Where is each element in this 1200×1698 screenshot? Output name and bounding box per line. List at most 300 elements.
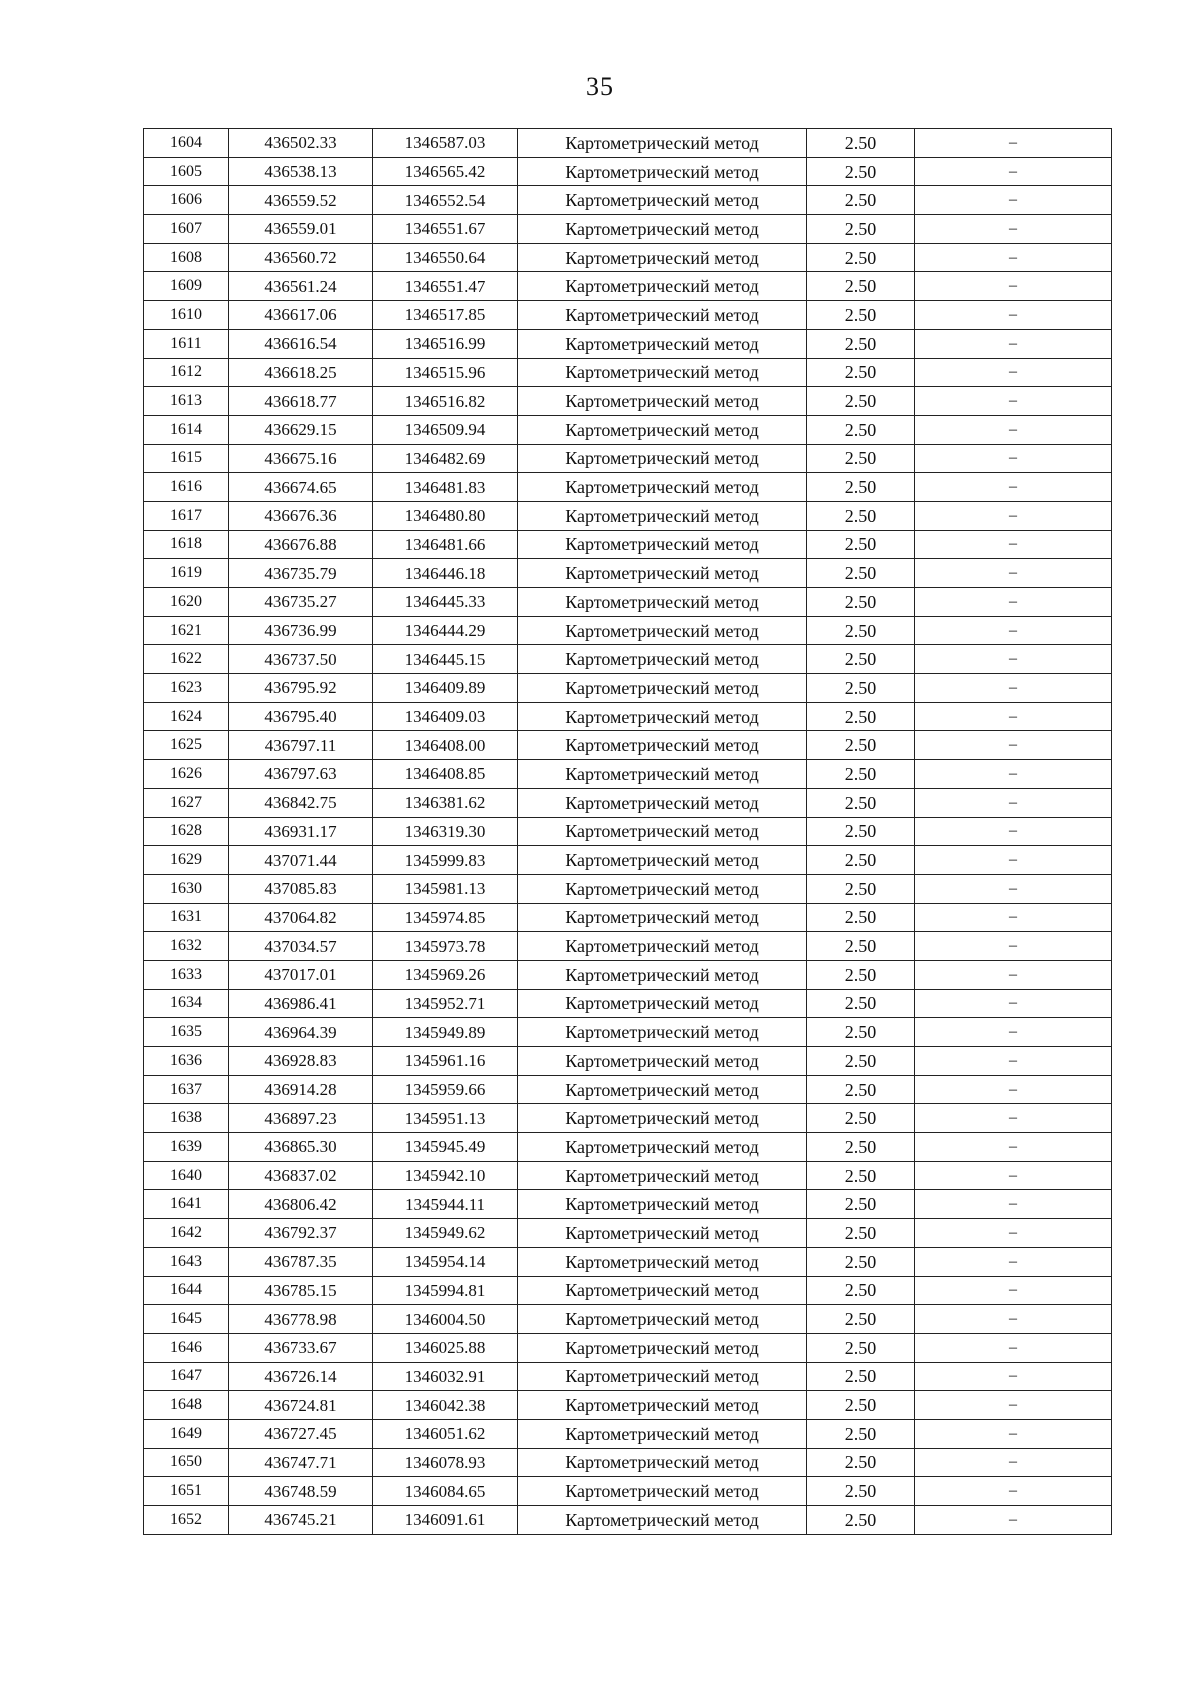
method-cell: Картометрический метод — [518, 1018, 807, 1047]
point-number-cell: 1635 — [144, 1018, 229, 1047]
method-cell: Картометрический метод — [518, 272, 807, 301]
accuracy-cell: 2.50 — [807, 846, 915, 875]
accuracy-cell: 2.50 — [807, 1075, 915, 1104]
x-coordinate-cell: 436618.77 — [229, 387, 373, 416]
y-coordinate-cell: 1346481.83 — [373, 473, 518, 502]
table-row — [144, 1419, 1112, 1448]
note-cell: – — [915, 1391, 1112, 1420]
method-cell: Картометрический метод — [518, 1305, 807, 1334]
x-coordinate-cell: 436502.33 — [229, 129, 373, 158]
point-number-cell: 1640 — [144, 1161, 229, 1190]
x-coordinate-cell: 436629.15 — [229, 415, 373, 444]
method-cell: Картометрический метод — [518, 817, 807, 846]
table-row — [144, 1362, 1112, 1391]
note-cell: – — [915, 530, 1112, 559]
y-coordinate-cell: 1346516.99 — [373, 329, 518, 358]
accuracy-cell: 2.50 — [807, 760, 915, 789]
point-number-cell: 1617 — [144, 501, 229, 530]
x-coordinate-cell: 436676.36 — [229, 501, 373, 530]
table-row — [144, 1276, 1112, 1305]
note-cell: – — [915, 215, 1112, 244]
method-cell: Картометрический метод — [518, 1104, 807, 1133]
method-cell: Картометрический метод — [518, 1133, 807, 1162]
point-number-cell: 1611 — [144, 329, 229, 358]
accuracy-cell: 2.50 — [807, 1477, 915, 1506]
y-coordinate-cell: 1346517.85 — [373, 301, 518, 330]
note-cell: – — [915, 674, 1112, 703]
table-row — [144, 989, 1112, 1018]
x-coordinate-cell: 436733.67 — [229, 1333, 373, 1362]
y-coordinate-cell: 1346025.88 — [373, 1333, 518, 1362]
x-coordinate-cell: 436747.71 — [229, 1448, 373, 1477]
note-cell: – — [915, 301, 1112, 330]
y-coordinate-cell: 1346408.00 — [373, 731, 518, 760]
x-coordinate-cell: 437085.83 — [229, 874, 373, 903]
x-coordinate-cell: 437064.82 — [229, 903, 373, 932]
accuracy-cell: 2.50 — [807, 616, 915, 645]
x-coordinate-cell: 436735.79 — [229, 559, 373, 588]
y-coordinate-cell: 1346032.91 — [373, 1362, 518, 1391]
method-cell: Картометрический метод — [518, 1362, 807, 1391]
point-number-cell: 1608 — [144, 243, 229, 272]
y-coordinate-cell: 1346445.33 — [373, 588, 518, 617]
x-coordinate-cell: 436785.15 — [229, 1276, 373, 1305]
method-cell: Картометрический метод — [518, 731, 807, 760]
y-coordinate-cell: 1345944.11 — [373, 1190, 518, 1219]
y-coordinate-cell: 1346565.42 — [373, 157, 518, 186]
accuracy-cell: 2.50 — [807, 415, 915, 444]
x-coordinate-cell: 437034.57 — [229, 932, 373, 961]
method-cell: Картометрический метод — [518, 674, 807, 703]
y-coordinate-cell: 1346409.03 — [373, 702, 518, 731]
table-row — [144, 473, 1112, 502]
method-cell: Картометрический метод — [518, 530, 807, 559]
point-number-cell: 1621 — [144, 616, 229, 645]
x-coordinate-cell: 436931.17 — [229, 817, 373, 846]
point-number-cell: 1641 — [144, 1190, 229, 1219]
table-row — [144, 760, 1112, 789]
point-number-cell: 1612 — [144, 358, 229, 387]
table-row — [144, 874, 1112, 903]
point-number-cell: 1607 — [144, 215, 229, 244]
y-coordinate-cell: 1346482.69 — [373, 444, 518, 473]
table-row — [144, 1477, 1112, 1506]
accuracy-cell: 2.50 — [807, 1506, 915, 1535]
point-number-cell: 1615 — [144, 444, 229, 473]
table-row — [144, 1190, 1112, 1219]
y-coordinate-cell: 1346004.50 — [373, 1305, 518, 1334]
point-number-cell: 1614 — [144, 415, 229, 444]
coordinates-table — [143, 128, 1112, 1535]
x-coordinate-cell: 436561.24 — [229, 272, 373, 301]
note-cell: – — [915, 387, 1112, 416]
x-coordinate-cell: 436797.63 — [229, 760, 373, 789]
note-cell: – — [915, 817, 1112, 846]
accuracy-cell: 2.50 — [807, 817, 915, 846]
accuracy-cell: 2.50 — [807, 1104, 915, 1133]
point-number-cell: 1628 — [144, 817, 229, 846]
note-cell: – — [915, 760, 1112, 789]
x-coordinate-cell: 436745.21 — [229, 1506, 373, 1535]
table-row — [144, 329, 1112, 358]
note-cell: – — [915, 731, 1112, 760]
y-coordinate-cell: 1346078.93 — [373, 1448, 518, 1477]
point-number-cell: 1629 — [144, 846, 229, 875]
accuracy-cell: 2.50 — [807, 329, 915, 358]
point-number-cell: 1625 — [144, 731, 229, 760]
note-cell: – — [915, 903, 1112, 932]
y-coordinate-cell: 1345981.13 — [373, 874, 518, 903]
y-coordinate-cell: 1345945.49 — [373, 1133, 518, 1162]
accuracy-cell: 2.50 — [807, 444, 915, 473]
method-cell: Картометрический метод — [518, 645, 807, 674]
table-row — [144, 215, 1112, 244]
note-cell: – — [915, 645, 1112, 674]
point-number-cell: 1616 — [144, 473, 229, 502]
table-row — [144, 616, 1112, 645]
table-row — [144, 702, 1112, 731]
method-cell: Картометрический метод — [518, 846, 807, 875]
table-row — [144, 1219, 1112, 1248]
method-cell: Картометрический метод — [518, 358, 807, 387]
accuracy-cell: 2.50 — [807, 645, 915, 674]
note-cell: – — [915, 559, 1112, 588]
accuracy-cell: 2.50 — [807, 903, 915, 932]
table-row — [144, 588, 1112, 617]
note-cell: – — [915, 186, 1112, 215]
y-coordinate-cell: 1345949.89 — [373, 1018, 518, 1047]
point-number-cell: 1652 — [144, 1506, 229, 1535]
x-coordinate-cell: 437017.01 — [229, 960, 373, 989]
y-coordinate-cell: 1346587.03 — [373, 129, 518, 158]
y-coordinate-cell: 1346408.85 — [373, 760, 518, 789]
y-coordinate-cell: 1346444.29 — [373, 616, 518, 645]
y-coordinate-cell: 1346480.80 — [373, 501, 518, 530]
point-number-cell: 1610 — [144, 301, 229, 330]
table-row — [144, 1247, 1112, 1276]
y-coordinate-cell: 1345949.62 — [373, 1219, 518, 1248]
x-coordinate-cell: 436806.42 — [229, 1190, 373, 1219]
y-coordinate-cell: 1346551.47 — [373, 272, 518, 301]
y-coordinate-cell: 1345974.85 — [373, 903, 518, 932]
accuracy-cell: 2.50 — [807, 301, 915, 330]
accuracy-cell: 2.50 — [807, 358, 915, 387]
y-coordinate-cell: 1345959.66 — [373, 1075, 518, 1104]
method-cell: Картометрический метод — [518, 903, 807, 932]
x-coordinate-cell: 436914.28 — [229, 1075, 373, 1104]
point-number-cell: 1644 — [144, 1276, 229, 1305]
accuracy-cell: 2.50 — [807, 1391, 915, 1420]
method-cell: Картометрический метод — [518, 1075, 807, 1104]
note-cell: – — [915, 1190, 1112, 1219]
point-number-cell: 1638 — [144, 1104, 229, 1133]
x-coordinate-cell: 436618.25 — [229, 358, 373, 387]
note-cell: – — [915, 129, 1112, 158]
x-coordinate-cell: 436559.52 — [229, 186, 373, 215]
accuracy-cell: 2.50 — [807, 215, 915, 244]
y-coordinate-cell: 1345954.14 — [373, 1247, 518, 1276]
note-cell: – — [915, 788, 1112, 817]
method-cell: Картометрический метод — [518, 760, 807, 789]
note-cell: – — [915, 1075, 1112, 1104]
method-cell: Картометрический метод — [518, 129, 807, 158]
accuracy-cell: 2.50 — [807, 1419, 915, 1448]
accuracy-cell: 2.50 — [807, 1247, 915, 1276]
method-cell: Картометрический метод — [518, 1161, 807, 1190]
note-cell: – — [915, 329, 1112, 358]
method-cell: Картометрический метод — [518, 1477, 807, 1506]
method-cell: Картометрический метод — [518, 1448, 807, 1477]
table-row — [144, 960, 1112, 989]
note-cell: – — [915, 473, 1112, 502]
table-row — [144, 645, 1112, 674]
table-row — [144, 301, 1112, 330]
note-cell: – — [915, 874, 1112, 903]
method-cell: Картометрический метод — [518, 501, 807, 530]
x-coordinate-cell: 436787.35 — [229, 1247, 373, 1276]
point-number-cell: 1604 — [144, 129, 229, 158]
method-cell: Картометрический метод — [518, 960, 807, 989]
note-cell: – — [915, 588, 1112, 617]
accuracy-cell: 2.50 — [807, 1047, 915, 1076]
accuracy-cell: 2.50 — [807, 1018, 915, 1047]
point-number-cell: 1631 — [144, 903, 229, 932]
table-row — [144, 272, 1112, 301]
accuracy-cell: 2.50 — [807, 157, 915, 186]
point-number-cell: 1649 — [144, 1419, 229, 1448]
point-number-cell: 1605 — [144, 157, 229, 186]
y-coordinate-cell: 1346091.61 — [373, 1506, 518, 1535]
x-coordinate-cell: 436616.54 — [229, 329, 373, 358]
point-number-cell: 1633 — [144, 960, 229, 989]
table-row — [144, 1391, 1112, 1420]
method-cell: Картометрический метод — [518, 1276, 807, 1305]
accuracy-cell: 2.50 — [807, 501, 915, 530]
table-row — [144, 846, 1112, 875]
method-cell: Картометрический метод — [518, 932, 807, 961]
method-cell: Картометрический метод — [518, 559, 807, 588]
method-cell: Картометрический метод — [518, 702, 807, 731]
y-coordinate-cell: 1345999.83 — [373, 846, 518, 875]
table-row — [144, 129, 1112, 158]
accuracy-cell: 2.50 — [807, 702, 915, 731]
point-number-cell: 1630 — [144, 874, 229, 903]
y-coordinate-cell: 1346084.65 — [373, 1477, 518, 1506]
note-cell: – — [915, 1506, 1112, 1535]
method-cell: Картометрический метод — [518, 1247, 807, 1276]
y-coordinate-cell: 1346509.94 — [373, 415, 518, 444]
y-coordinate-cell: 1346319.30 — [373, 817, 518, 846]
method-cell: Картометрический метод — [518, 1419, 807, 1448]
note-cell: – — [915, 1133, 1112, 1162]
accuracy-cell: 2.50 — [807, 1333, 915, 1362]
method-cell: Картометрический метод — [518, 186, 807, 215]
y-coordinate-cell: 1346550.64 — [373, 243, 518, 272]
note-cell: – — [915, 1047, 1112, 1076]
note-cell: – — [915, 358, 1112, 387]
x-coordinate-cell: 436964.39 — [229, 1018, 373, 1047]
table-row — [144, 1133, 1112, 1162]
table-row — [144, 817, 1112, 846]
y-coordinate-cell: 1345952.71 — [373, 989, 518, 1018]
accuracy-cell: 2.50 — [807, 960, 915, 989]
x-coordinate-cell: 436726.14 — [229, 1362, 373, 1391]
accuracy-cell: 2.50 — [807, 387, 915, 416]
y-coordinate-cell: 1346551.67 — [373, 215, 518, 244]
method-cell: Картометрический метод — [518, 588, 807, 617]
method-cell: Картометрический метод — [518, 473, 807, 502]
point-number-cell: 1613 — [144, 387, 229, 416]
note-cell: – — [915, 415, 1112, 444]
y-coordinate-cell: 1345994.81 — [373, 1276, 518, 1305]
point-number-cell: 1620 — [144, 588, 229, 617]
method-cell: Картометрический метод — [518, 387, 807, 416]
accuracy-cell: 2.50 — [807, 129, 915, 158]
table-row — [144, 932, 1112, 961]
point-number-cell: 1639 — [144, 1133, 229, 1162]
x-coordinate-cell: 436676.88 — [229, 530, 373, 559]
y-coordinate-cell: 1346481.66 — [373, 530, 518, 559]
method-cell: Картометрический метод — [518, 616, 807, 645]
y-coordinate-cell: 1346516.82 — [373, 387, 518, 416]
point-number-cell: 1632 — [144, 932, 229, 961]
method-cell: Картометрический метод — [518, 989, 807, 1018]
accuracy-cell: 2.50 — [807, 932, 915, 961]
accuracy-cell: 2.50 — [807, 874, 915, 903]
y-coordinate-cell: 1345951.13 — [373, 1104, 518, 1133]
y-coordinate-cell: 1346515.96 — [373, 358, 518, 387]
note-cell: – — [915, 616, 1112, 645]
accuracy-cell: 2.50 — [807, 1219, 915, 1248]
table-row — [144, 1047, 1112, 1076]
point-number-cell: 1626 — [144, 760, 229, 789]
method-cell: Картометрический метод — [518, 874, 807, 903]
accuracy-cell: 2.50 — [807, 243, 915, 272]
point-number-cell: 1624 — [144, 702, 229, 731]
x-coordinate-cell: 436617.06 — [229, 301, 373, 330]
table-row — [144, 731, 1112, 760]
x-coordinate-cell: 436778.98 — [229, 1305, 373, 1334]
table-row — [144, 674, 1112, 703]
y-coordinate-cell: 1345969.26 — [373, 960, 518, 989]
accuracy-cell: 2.50 — [807, 1276, 915, 1305]
table-row — [144, 788, 1112, 817]
table-row — [144, 1161, 1112, 1190]
note-cell: – — [915, 1247, 1112, 1276]
accuracy-cell: 2.50 — [807, 588, 915, 617]
note-cell: – — [915, 501, 1112, 530]
note-cell: – — [915, 1477, 1112, 1506]
table-row — [144, 415, 1112, 444]
table-row — [144, 358, 1112, 387]
table-row — [144, 157, 1112, 186]
x-coordinate-cell: 436538.13 — [229, 157, 373, 186]
table-row — [144, 387, 1112, 416]
x-coordinate-cell: 436724.81 — [229, 1391, 373, 1420]
point-number-cell: 1627 — [144, 788, 229, 817]
x-coordinate-cell: 436928.83 — [229, 1047, 373, 1076]
x-coordinate-cell: 436736.99 — [229, 616, 373, 645]
y-coordinate-cell: 1346051.62 — [373, 1419, 518, 1448]
y-coordinate-cell: 1346409.89 — [373, 674, 518, 703]
x-coordinate-cell: 436842.75 — [229, 788, 373, 817]
x-coordinate-cell: 436792.37 — [229, 1219, 373, 1248]
x-coordinate-cell: 436865.30 — [229, 1133, 373, 1162]
point-number-cell: 1651 — [144, 1477, 229, 1506]
table-row — [144, 1305, 1112, 1334]
point-number-cell: 1636 — [144, 1047, 229, 1076]
accuracy-cell: 2.50 — [807, 1362, 915, 1391]
accuracy-cell: 2.50 — [807, 989, 915, 1018]
accuracy-cell: 2.50 — [807, 186, 915, 215]
method-cell: Картометрический метод — [518, 415, 807, 444]
note-cell: – — [915, 1219, 1112, 1248]
table-row — [144, 1104, 1112, 1133]
note-cell: – — [915, 1104, 1112, 1133]
accuracy-cell: 2.50 — [807, 1161, 915, 1190]
method-cell: Картометрический метод — [518, 788, 807, 817]
x-coordinate-cell: 436560.72 — [229, 243, 373, 272]
y-coordinate-cell: 1345973.78 — [373, 932, 518, 961]
note-cell: – — [915, 1448, 1112, 1477]
method-cell: Картометрический метод — [518, 1391, 807, 1420]
method-cell: Картометрический метод — [518, 1333, 807, 1362]
x-coordinate-cell: 436797.11 — [229, 731, 373, 760]
accuracy-cell: 2.50 — [807, 530, 915, 559]
note-cell: – — [915, 1276, 1112, 1305]
note-cell: – — [915, 1161, 1112, 1190]
accuracy-cell: 2.50 — [807, 1133, 915, 1162]
x-coordinate-cell: 437071.44 — [229, 846, 373, 875]
note-cell: – — [915, 932, 1112, 961]
y-coordinate-cell: 1346552.54 — [373, 186, 518, 215]
x-coordinate-cell: 436675.16 — [229, 444, 373, 473]
note-cell: – — [915, 1305, 1112, 1334]
note-cell: – — [915, 960, 1112, 989]
table-row — [144, 559, 1112, 588]
point-number-cell: 1648 — [144, 1391, 229, 1420]
method-cell: Картометрический метод — [518, 301, 807, 330]
page-number: 35 — [586, 72, 614, 101]
x-coordinate-cell: 436986.41 — [229, 989, 373, 1018]
note-cell: – — [915, 702, 1112, 731]
point-number-cell: 1618 — [144, 530, 229, 559]
accuracy-cell: 2.50 — [807, 473, 915, 502]
method-cell: Картометрический метод — [518, 243, 807, 272]
method-cell: Картометрический метод — [518, 215, 807, 244]
note-cell: – — [915, 1362, 1112, 1391]
point-number-cell: 1637 — [144, 1075, 229, 1104]
table-row — [144, 501, 1112, 530]
y-coordinate-cell: 1346042.38 — [373, 1391, 518, 1420]
accuracy-cell: 2.50 — [807, 731, 915, 760]
accuracy-cell: 2.50 — [807, 674, 915, 703]
y-coordinate-cell: 1346445.15 — [373, 645, 518, 674]
note-cell: – — [915, 846, 1112, 875]
point-number-cell: 1650 — [144, 1448, 229, 1477]
x-coordinate-cell: 436727.45 — [229, 1419, 373, 1448]
coordinates-table-body — [144, 129, 1112, 1535]
x-coordinate-cell: 436795.92 — [229, 674, 373, 703]
accuracy-cell: 2.50 — [807, 559, 915, 588]
table-row — [144, 530, 1112, 559]
point-number-cell: 1645 — [144, 1305, 229, 1334]
note-cell: – — [915, 1333, 1112, 1362]
point-number-cell: 1622 — [144, 645, 229, 674]
point-number-cell: 1646 — [144, 1333, 229, 1362]
x-coordinate-cell: 436897.23 — [229, 1104, 373, 1133]
note-cell: – — [915, 243, 1112, 272]
